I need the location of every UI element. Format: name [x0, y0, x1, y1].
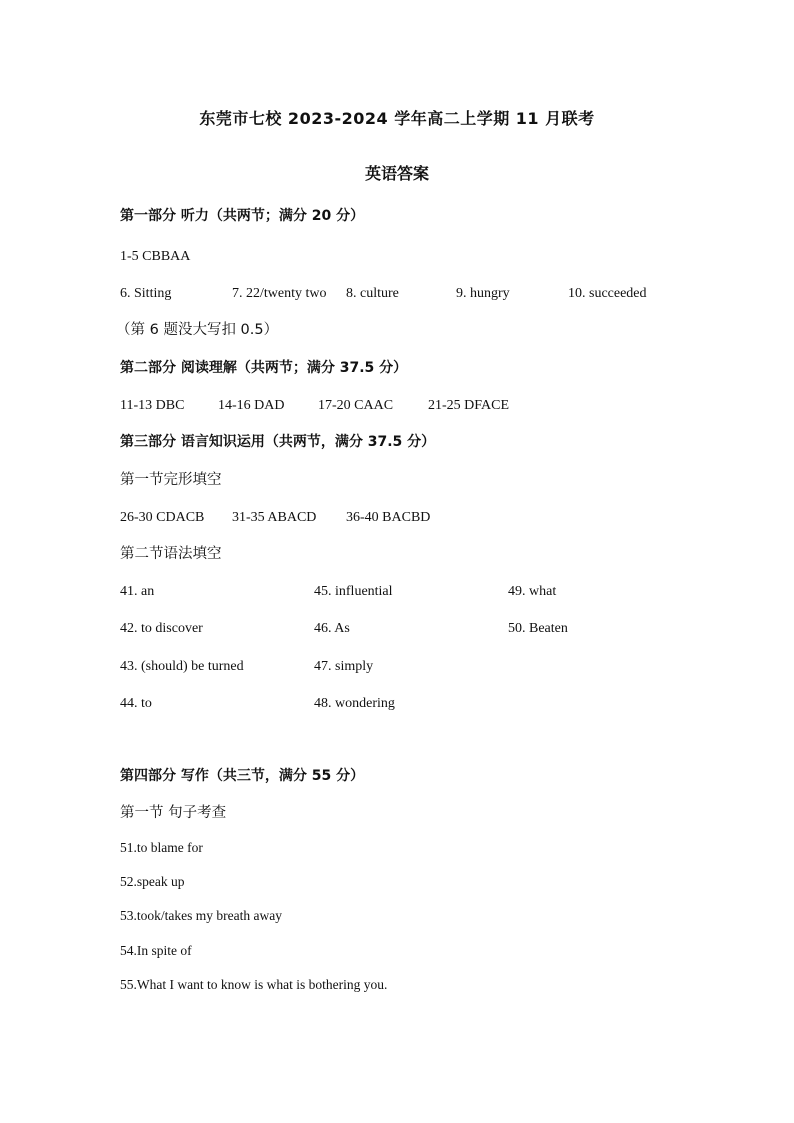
- part3-heading: 第三部分 语言知识运用（共两节，满分 37.5 分）: [120, 434, 436, 450]
- grammar-answer-49: 49. what: [508, 584, 557, 599]
- part2-heading: 第二部分 阅读理解（共两节；满分 37.5 分）: [120, 360, 408, 376]
- part3-section2-title: 第二节语法填空: [120, 546, 222, 562]
- part1-item-6: 6. Sitting: [120, 286, 172, 301]
- grammar-answer-41: 41. an: [120, 584, 155, 599]
- grammar-answer-47: 47. simply: [314, 659, 374, 674]
- document-title: 东莞市七校 2023-2024 学年高二上学期 11 月联考: [199, 109, 595, 128]
- writing-answer-53: 53.took/takes my breath away: [120, 908, 282, 923]
- part1-item-9: 9. hungry: [456, 286, 510, 301]
- grammar-answer-43: 43. (should) be turned: [120, 659, 244, 674]
- grammar-answer-44: 44. to: [120, 696, 152, 711]
- document-subtitle: 英语答案: [364, 164, 429, 183]
- part2-group-4: 21-25 DFACE: [428, 398, 510, 413]
- grammar-answer-46: 46. As: [314, 621, 350, 636]
- part1-item-10: 10. succeeded: [568, 286, 647, 301]
- writing-answer-54: 54.In spite of: [120, 943, 192, 958]
- grammar-answer-45: 45. influential: [314, 584, 393, 599]
- grammar-answer-42: 42. to discover: [120, 621, 203, 636]
- grammar-answer-50: 50. Beaten: [508, 621, 568, 636]
- part3-cloze-group-2: 31-35 ABACD: [232, 510, 317, 525]
- part1-note: （第 6 题没大写扣 0.5）: [116, 322, 279, 338]
- writing-answer-52: 52.speak up: [120, 874, 185, 889]
- part4-heading: 第四部分 写作（共三节，满分 55 分）: [120, 768, 365, 784]
- part1-heading: 第一部分 听力（共两节；满分 20 分）: [120, 208, 365, 224]
- writing-answer-55: 55.What I want to know is what is bothering you.: [120, 977, 388, 992]
- part1-item-7: 7. 22/twenty two: [232, 286, 327, 301]
- part3-cloze-group-1: 26-30 CDACB: [120, 510, 205, 525]
- part3-cloze-group-3: 36-40 BACBD: [346, 510, 431, 525]
- writing-answer-51: 51.to blame for: [120, 840, 203, 855]
- part1-item-8: 8. culture: [346, 286, 399, 301]
- part4-section1-title: 第一节 句子考查: [120, 805, 227, 821]
- part2-group-2: 14-16 DAD: [218, 398, 285, 413]
- grammar-answer-48: 48. wondering: [314, 696, 395, 711]
- part3-section1-title: 第一节完形填空: [120, 472, 222, 488]
- part1-answers-1-5: 1-5 CBBAA: [120, 249, 191, 264]
- part2-group-1: 11-13 DBC: [120, 398, 185, 413]
- part2-group-3: 17-20 CAAC: [318, 398, 394, 413]
